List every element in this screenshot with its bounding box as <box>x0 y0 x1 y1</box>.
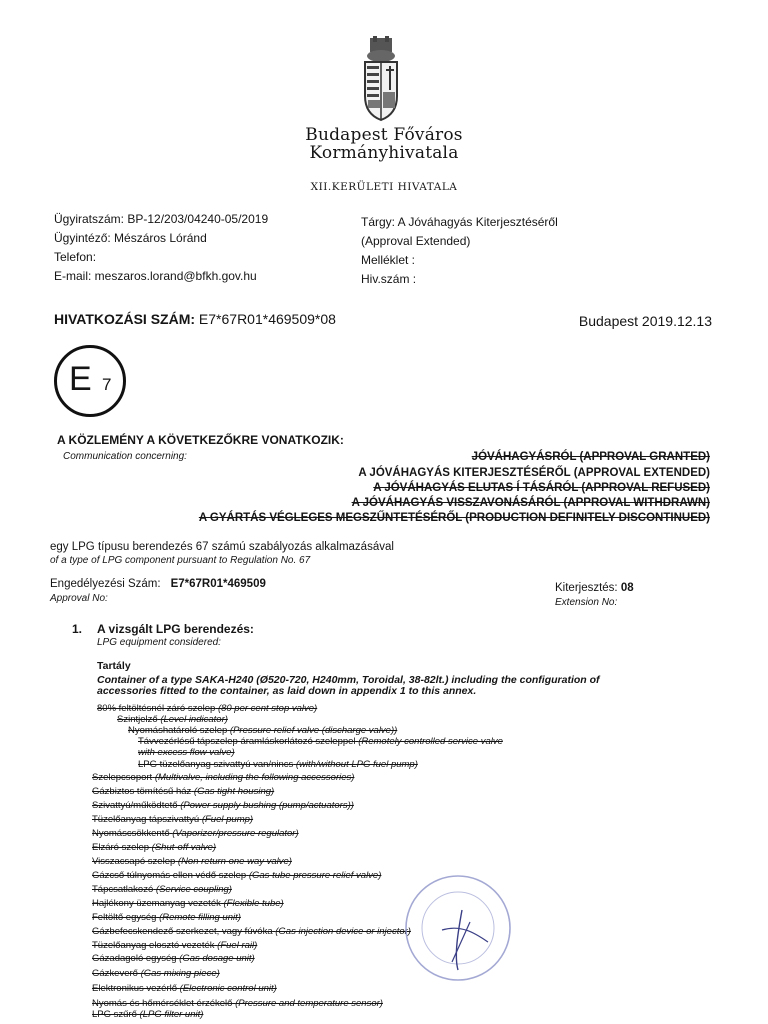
container-description: Container of a type SAKA-H240 (Ø520-720, H240mm, Toroidal, 38-82lt.) including the configuration of accessories fitted to the container, as laid down in appendix 1 to this annex. <box>97 674 600 697</box>
reference-label: HIVATKOZÁSI SZÁM: <box>54 311 196 327</box>
office-name-line1: Budapest Főváros <box>305 125 463 145</box>
attachment: Melléklet : <box>361 253 416 267</box>
option-approval-refused: A JÓVÁHAGYÁS ELUTAS Í TÁSÁRÓL (APPROVAL REFUSED) <box>373 482 710 494</box>
coat-of-arms-logo <box>360 36 402 122</box>
approval-label: Engedélyezési Szám: <box>50 578 161 590</box>
e-mark-letter: E <box>69 360 92 398</box>
tank-label: Tartály <box>97 660 131 672</box>
component-item: Nyomáshatároló szelep (Pressure relief valve (discharge valve)) <box>128 725 398 736</box>
reference-number-field: Hiv.szám : <box>361 272 417 286</box>
component-item: Feltöltő egység (Remote filling unit) <box>92 912 241 923</box>
approval-number <box>50 578 266 590</box>
component-item: Elzáró szelep (Shut-off valve) <box>92 842 217 853</box>
e-mark-number: 7 <box>102 375 112 394</box>
component-item: Gázkeverő (Gas mixing piece) <box>92 968 220 979</box>
reference-number <box>54 311 336 327</box>
section-title: A vizsgált LPG berendezés: <box>97 622 254 636</box>
extension-label: Kiterjesztés: <box>555 582 618 594</box>
extension-value: 08 <box>620 582 634 594</box>
component-item: Gázbefecskendező szerkezet, vagy fúvóka (Gas injection device or injector) <box>92 926 411 937</box>
official-stamp <box>402 872 514 984</box>
component-item: 80% feltöltésnél záró szelep (80 per cent stop valve) <box>97 703 318 714</box>
component-item: Szelepcsoport (Multivalve, including the following accessories) <box>92 772 355 783</box>
file-number: Ügyiratszám: BP-12/203/04240-05/2019 <box>54 212 269 226</box>
reference-value: E7*67R01*469509*08 <box>198 311 336 327</box>
component-item: Gázadagoló egység (Gas dosage unit) <box>92 953 255 964</box>
component-item: Gázbiztos tömítésű ház (Gas tight housing) <box>92 786 275 797</box>
component-item: Elektronikus vezérlő (Electronic control unit) <box>92 983 277 994</box>
issue-date: Budapest 2019.12.13 <box>578 313 712 329</box>
component-item: Nyomás és hőmérséklet érzékelő (Pressure and temperature sensor) <box>92 998 383 1009</box>
component-item: Tápcsatlakozó (Service coupling) <box>92 884 232 895</box>
communication-subtitle: Communication concerning: <box>63 451 187 462</box>
regulation-en: of a type of LPG component pursuant to Regulation No. 67 <box>50 555 311 566</box>
subject-english: (Approval Extended) <box>361 234 471 248</box>
component-item: LPG szűrő (LPG filter unit) <box>92 1009 204 1020</box>
option-approval-withdrawn: A JÓVÁHAGYÁS VISSZAVONÁSÁRÓL (APPROVAL WITHDRAWN) <box>351 497 710 509</box>
subject-info-block <box>361 213 558 289</box>
component-item: LPG tüzelőanyag szivattyú van/nincs (with/without LPG fuel pump) <box>138 759 418 770</box>
e-mark-circle <box>54 345 126 417</box>
component-item: Hajlékony üzemanyag vezeték (Flexible tube) <box>92 898 284 909</box>
administrator: Ügyintéző: Mészáros Lóránd <box>54 231 207 245</box>
district-office: XII.KERÜLETI HIVATALA <box>310 181 458 193</box>
subject: Tárgy: A Jóváhagyás Kiterjesztéséről <box>361 215 558 229</box>
case-info-block <box>54 210 268 286</box>
office-name-line2: Kormányhivatala <box>309 143 459 163</box>
component-item: Gázcső túlnyomás ellen védő szelep (Gas tube pressure relief valve) <box>92 870 382 881</box>
component-item: Szintjelző (Level indicator) <box>117 714 228 725</box>
component-item: Nyomáscsökkentő (Vaporizer/pressure regulator) <box>92 828 299 839</box>
communication-title: A KÖZLEMÉNY A KÖVETKEZŐKRE VONATKOZIK: <box>57 433 344 447</box>
option-production-discontinued: A GYÁRTÁS VÉGLEGES MEGSZŰNTETÉSÉRŐL (PRODUCTION DEFINITELY DISCONTINUED) <box>198 512 710 524</box>
section-subtitle: LPG equipment considered: <box>97 637 221 648</box>
component-item: Tüzelőanyag tápszivattyú (Fuel pump) <box>92 814 254 825</box>
extension-number <box>555 582 634 594</box>
phone: Telefon: <box>54 250 97 264</box>
extension-label-en: Extension No: <box>555 597 618 608</box>
approval-value: E7*67R01*469509 <box>170 578 266 590</box>
component-item: Szivattyú/működtető (Power supply bushing (pump/actuators)) <box>92 800 354 811</box>
component-item: Távvezérlésű tápszelep áramláskorlátozó szeleppel (Remotely controlled service valve <box>138 736 503 747</box>
component-item: Tüzelőanyag elosztó vezeték (Fuel rail) <box>92 940 258 951</box>
section-number: 1. <box>72 622 83 636</box>
component-item: Visszacsapó szelep (Non return one way valve) <box>92 856 292 867</box>
option-approval-granted: JÓVÁHAGYÁSRÓL (APPROVAL GRANTED) <box>471 451 710 463</box>
approval-label-en: Approval No: <box>50 593 108 604</box>
regulation-hu: egy LPG típusu berendezés 67 számú szabályozás alkalmazásával <box>50 541 394 553</box>
option-approval-extended: A JÓVÁHAGYÁS KITERJESZTÉSÉRŐL (APPROVAL EXTENDED) <box>358 467 710 479</box>
email: E-mail: meszaros.lorand@bfkh.gov.hu <box>54 269 257 283</box>
component-item: with excess flow valve) <box>138 747 235 758</box>
